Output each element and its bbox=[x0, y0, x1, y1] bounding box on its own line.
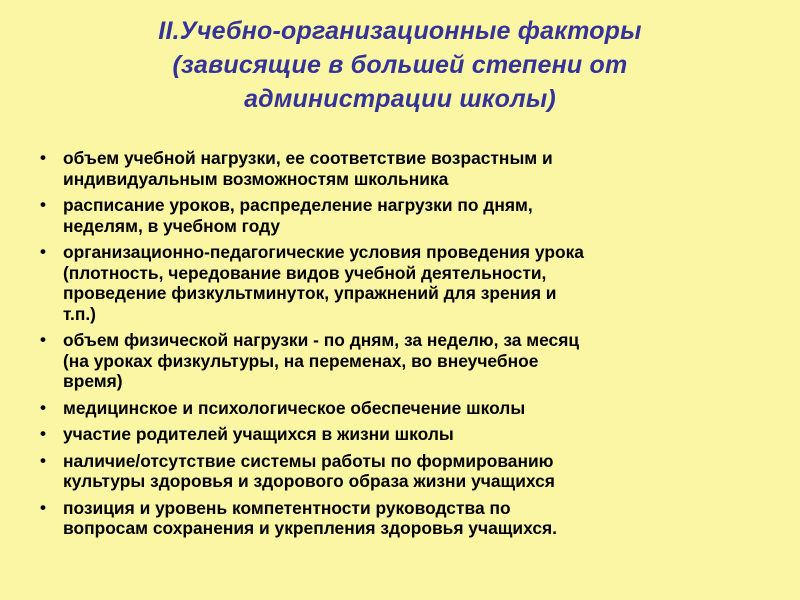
bullet-line: культуры здоровья и здорового образа жизни учащихся bbox=[63, 471, 555, 491]
bullet-dot-icon: • bbox=[40, 397, 46, 417]
slide-title bbox=[60, 14, 740, 116]
bullet-item bbox=[40, 424, 770, 445]
bullet-item bbox=[40, 195, 770, 236]
bullet-text bbox=[63, 242, 770, 324]
bullet-line: (плотность, чередование видов учебной деятельности, bbox=[63, 262, 547, 283]
bullet-text bbox=[63, 498, 770, 539]
bullet-text bbox=[63, 330, 770, 392]
bullet-line: позиция и уровень компетентности руководства по bbox=[63, 497, 511, 518]
title-line: (зависящие в большей степени от bbox=[172, 51, 628, 79]
bullet-line: вопросам сохранения и укрепления здоровья учащихся. bbox=[63, 518, 558, 538]
bullet-line: участие родителей учащихся в жизни школы bbox=[63, 424, 454, 444]
bullet-line: индивидуальным возможностям школьника bbox=[63, 168, 449, 189]
bullet-dot-icon: • bbox=[40, 148, 46, 167]
bullet-item bbox=[40, 330, 770, 392]
bullet-text bbox=[63, 451, 770, 492]
bullet-line: объем физической нагрузки - по дням, за неделю, за месяц bbox=[63, 330, 580, 350]
bullet-text bbox=[63, 195, 770, 236]
bullet-dot-icon: • bbox=[40, 330, 46, 349]
bullet-list bbox=[40, 148, 770, 545]
bullet-dot-icon: • bbox=[40, 195, 46, 214]
bullet-dot-icon: • bbox=[40, 450, 46, 470]
bullet-line: расписание уроков, распределение нагрузки по дням, bbox=[63, 195, 533, 215]
title-line: II.Учебно-организационные факторы bbox=[158, 17, 642, 45]
bullet-item bbox=[40, 398, 770, 419]
title-line: администрации школы) bbox=[244, 85, 556, 113]
bullet-line: медицинское и психологическое обеспечение школы bbox=[63, 397, 526, 418]
bullet-line: (на уроках физкультуры, на переменах, во внеучебное bbox=[63, 350, 539, 371]
bullet-item bbox=[40, 148, 770, 189]
bullet-dot-icon: • bbox=[40, 424, 46, 443]
bullet-line: время) bbox=[63, 371, 123, 391]
bullet-text bbox=[63, 398, 770, 419]
bullet-line: неделям, в учебном году bbox=[63, 215, 281, 236]
bullet-item bbox=[40, 451, 770, 492]
bullet-line: проведение физкультминуток, упражнений для зрения и bbox=[63, 283, 557, 303]
bullet-item bbox=[40, 498, 770, 539]
bullet-text bbox=[63, 148, 770, 189]
bullet-line: т.п.) bbox=[63, 303, 96, 324]
bullet-line: наличие/отсутствие системы работы по формированию bbox=[63, 450, 554, 471]
bullet-item bbox=[40, 242, 770, 324]
bullet-line: объем учебной нагрузки, ее соответствие возрастным и bbox=[63, 148, 553, 168]
bullet-text bbox=[63, 424, 770, 445]
bullet-dot-icon: • bbox=[40, 497, 46, 517]
bullet-dot-icon: • bbox=[40, 242, 46, 261]
bullet-line: организационно-педагогические условия проведения урока bbox=[63, 242, 584, 262]
